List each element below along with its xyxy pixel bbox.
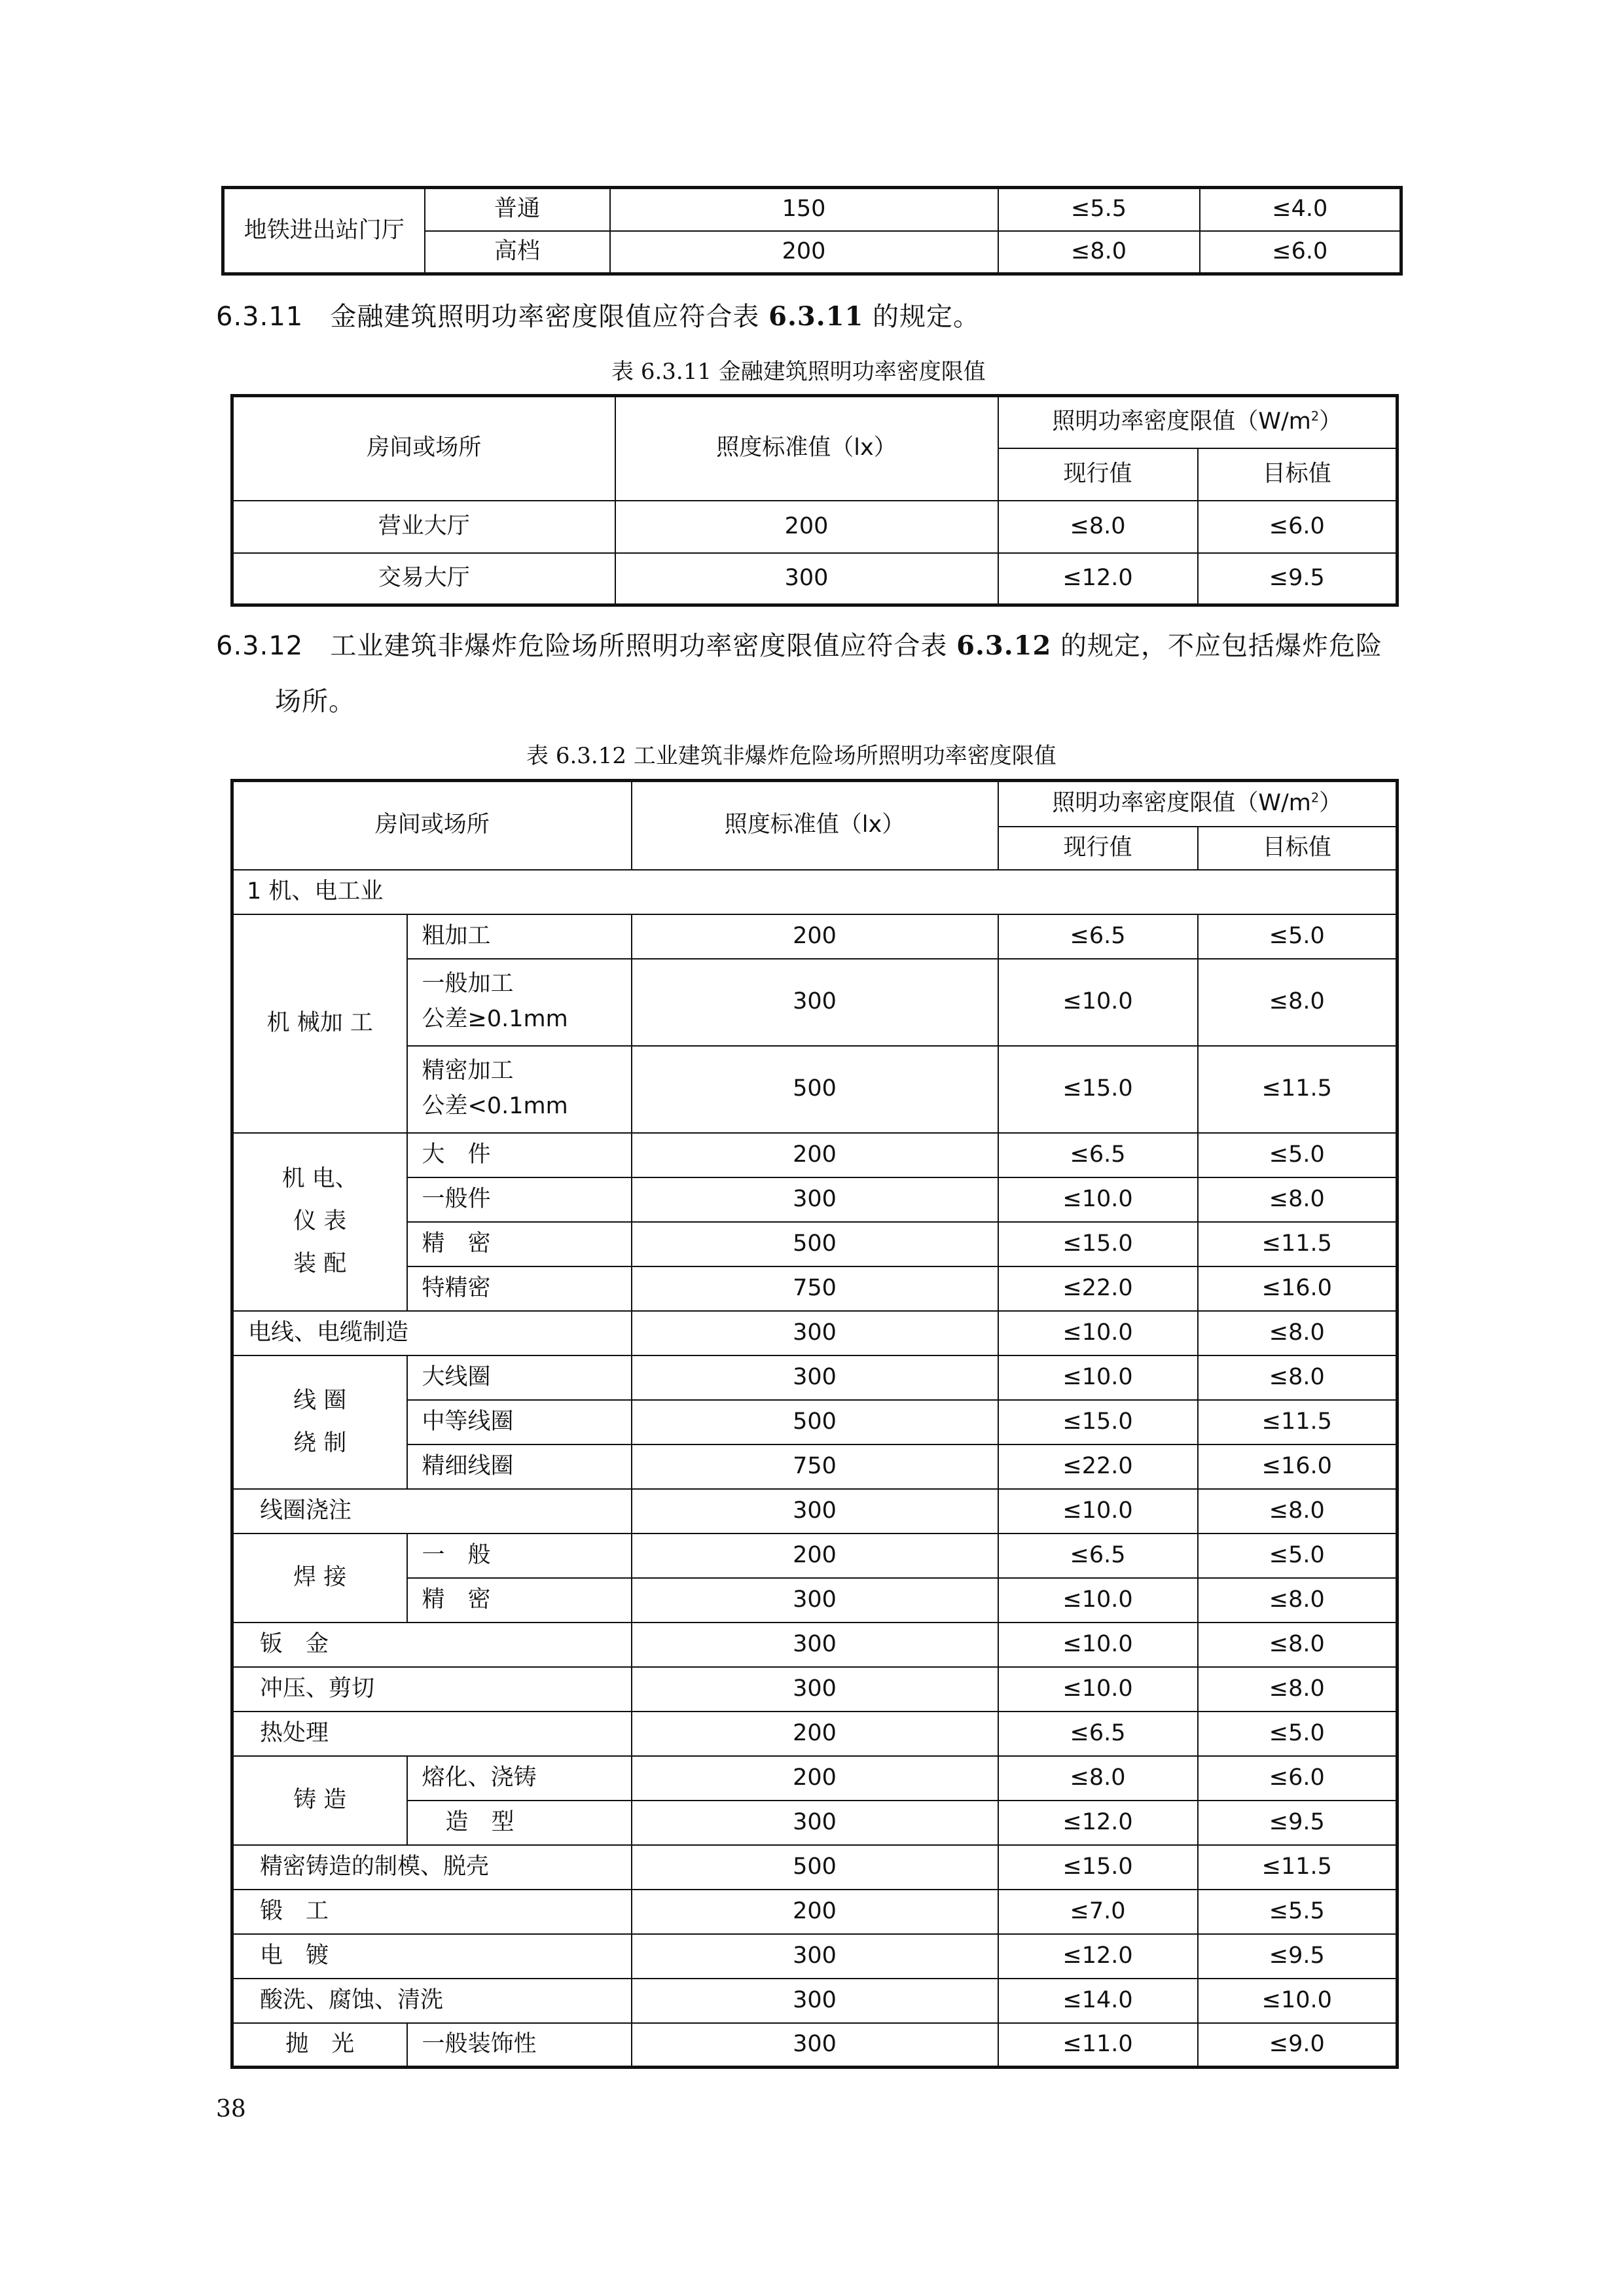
target-value: ≤11.5	[1198, 1845, 1398, 1890]
table-row	[232, 1266, 1398, 1311]
current-value: ≤8.0	[998, 1756, 1198, 1801]
table-caption	[526, 738, 1056, 770]
clause-text-end: 的规定。	[873, 302, 981, 332]
current-value: ≤8.0	[998, 501, 1198, 553]
lux-value: 200	[632, 1133, 998, 1177]
current-value: ≤15.0	[998, 1222, 1198, 1266]
group-label: 抛 光	[232, 2023, 407, 2068]
table-row	[232, 1801, 1398, 1845]
sub-label: 高档	[425, 231, 610, 274]
lux-value: 300	[632, 1355, 998, 1400]
target-value: ≤9.5	[1198, 1934, 1398, 1979]
target-value: ≤8.0	[1198, 1355, 1398, 1400]
header-current: 现行值	[998, 448, 1198, 501]
header-room: 房间或场所	[232, 781, 632, 870]
table-caption	[611, 353, 986, 386]
current-value: ≤15.0	[998, 1845, 1198, 1890]
room-name: 锻 工	[232, 1890, 632, 1934]
target-value: ≤5.0	[1198, 914, 1398, 959]
target-value: ≤5.5	[1198, 1890, 1398, 1934]
table-6-3-12	[230, 779, 1399, 2069]
target-value: ≤8.0	[1198, 1177, 1398, 1222]
sub-label: 一 般	[407, 1534, 632, 1578]
sub-label: 特精密	[407, 1266, 632, 1311]
sub-label: 精 密	[407, 1578, 632, 1623]
group-label: 铸 造	[232, 1756, 407, 1845]
lux-value: 200	[632, 1712, 998, 1756]
current-value: ≤10.0	[998, 1311, 1198, 1355]
page-number: 38	[216, 2096, 246, 2123]
lux-value: 300	[632, 2023, 998, 2068]
sub-label: 中等线圈	[407, 1400, 632, 1444]
table-6-3-11	[230, 394, 1399, 607]
current-value: ≤7.0	[998, 1890, 1198, 1934]
current-value: ≤22.0	[998, 1444, 1198, 1489]
table-ref: 6.3.11	[768, 301, 864, 332]
table-row	[232, 1712, 1398, 1756]
header-target: 目标值	[1198, 448, 1398, 501]
clause-text-end: 的规定，不应包括爆炸危险	[1060, 631, 1383, 661]
lux-value: 150	[610, 188, 998, 231]
current-value: ≤14.0	[998, 1979, 1198, 2023]
group-label-line: 绕 制	[293, 1429, 347, 1456]
sub-label-line2: 公差≥0.1mm	[422, 1006, 568, 1032]
header-room: 房间或场所	[232, 396, 615, 501]
header-lpd	[998, 396, 1398, 448]
lux-value: 300	[632, 1623, 998, 1667]
sub-label: 精 密	[407, 1222, 632, 1266]
clause-6-3-12	[216, 625, 1382, 662]
header-lpd	[998, 781, 1398, 827]
table-row	[223, 188, 1401, 231]
target-value: ≤5.0	[1198, 1133, 1398, 1177]
lux-value: 300	[632, 959, 998, 1046]
sub-label: 大线圈	[407, 1355, 632, 1400]
section-heading: 1 机、电工业	[232, 870, 1398, 914]
header-lpd-text: 照明功率密度限值（W/m	[1052, 408, 1311, 435]
room-name: 钣 金	[232, 1623, 632, 1667]
table-row	[232, 1489, 1398, 1534]
target-value: ≤8.0	[1198, 1311, 1398, 1355]
sub-label: 一般装饰性	[407, 2023, 632, 2068]
current-value: ≤11.0	[998, 2023, 1198, 2068]
current-value: ≤10.0	[998, 1667, 1198, 1712]
table-row	[232, 1845, 1398, 1890]
target-value: ≤11.5	[1198, 1400, 1398, 1444]
current-value: ≤12.0	[998, 1801, 1198, 1845]
room-name: 电 镀	[232, 1934, 632, 1979]
lux-value: 300	[632, 1311, 998, 1355]
lux-value: 300	[632, 1177, 998, 1222]
group-label: 地铁进出站门厅	[223, 188, 425, 274]
table-row	[232, 1222, 1398, 1266]
lux-value: 200	[615, 501, 998, 553]
header-lpd-close: ）	[1319, 408, 1343, 435]
table-row	[232, 1623, 1398, 1667]
target-value: ≤8.0	[1198, 959, 1398, 1046]
lux-value: 300	[632, 1578, 998, 1623]
subway-table	[221, 186, 1403, 276]
target-value: ≤6.0	[1198, 501, 1398, 553]
target-value: ≤10.0	[1198, 1979, 1398, 2023]
lux-value: 300	[632, 1801, 998, 1845]
lux-value: 750	[632, 1444, 998, 1489]
table-row	[232, 1444, 1398, 1489]
clause-text: 金融建筑照明功率密度限值应符合表	[330, 302, 760, 332]
current-value: ≤10.0	[998, 1355, 1198, 1400]
table-row	[232, 2023, 1398, 2068]
table-row	[232, 1578, 1398, 1623]
table-row	[232, 1177, 1398, 1222]
target-value: ≤6.0	[1200, 231, 1401, 274]
caption-number: 6.3.11	[640, 359, 712, 385]
header-current: 现行值	[998, 827, 1198, 870]
sub-label-line1: 一般加工	[422, 971, 514, 997]
lux-value: 300	[632, 1489, 998, 1534]
current-value: ≤15.0	[998, 1046, 1198, 1133]
target-value: ≤8.0	[1198, 1623, 1398, 1667]
room-name: 酸洗、腐蚀、清洗	[232, 1979, 632, 2023]
current-value: ≤12.0	[998, 553, 1198, 605]
current-value: ≤22.0	[998, 1266, 1198, 1311]
target-value: ≤8.0	[1198, 1578, 1398, 1623]
target-value: ≤4.0	[1200, 188, 1401, 231]
current-value: ≤15.0	[998, 1400, 1198, 1444]
table-row	[232, 501, 1398, 553]
room-name: 冲压、剪切	[232, 1667, 632, 1712]
room-name: 交易大厅	[232, 553, 615, 605]
lux-value: 750	[632, 1266, 998, 1311]
clause-6-3-12-line2: 场所。	[275, 687, 355, 717]
table-row	[232, 1133, 1398, 1177]
table-row	[232, 1355, 1398, 1400]
table-row	[232, 1890, 1398, 1934]
current-value: ≤10.0	[998, 959, 1198, 1046]
clause-number: 6.3.11	[216, 302, 304, 332]
caption-prefix: 表	[611, 359, 634, 385]
sub-label: 一般件	[407, 1177, 632, 1222]
target-value: ≤8.0	[1198, 1489, 1398, 1534]
header-lpd-close: ）	[1319, 790, 1343, 817]
current-value: ≤5.5	[998, 188, 1200, 231]
group-label: 机 械加 工	[232, 914, 407, 1133]
group-label	[232, 1355, 407, 1489]
sub-label: 普通	[425, 188, 610, 231]
clause-number: 6.3.12	[216, 631, 304, 661]
target-value: ≤6.0	[1198, 1756, 1398, 1801]
target-value: ≤11.5	[1198, 1046, 1398, 1133]
header-lux: 照度标准值（lx）	[615, 396, 998, 501]
table-row	[232, 1311, 1398, 1355]
group-label-line: 线 圈	[293, 1387, 347, 1414]
target-value: ≤9.0	[1198, 2023, 1398, 2068]
current-value: ≤6.5	[998, 1712, 1198, 1756]
caption-title: 工业建筑非爆炸危险场所照明功率密度限值	[633, 743, 1056, 769]
lux-value: 200	[610, 231, 998, 274]
sub-label	[407, 1046, 632, 1133]
group-label-line: 机 电、	[281, 1166, 358, 1193]
current-value: ≤12.0	[998, 1934, 1198, 1979]
table-row	[232, 1756, 1398, 1801]
lux-value: 500	[632, 1222, 998, 1266]
sub-label	[407, 959, 632, 1046]
clause-text: 工业建筑非爆炸危险场所照明功率密度限值应符合表	[330, 631, 948, 661]
room-name: 线圈浇注	[232, 1489, 632, 1534]
target-value: ≤16.0	[1198, 1444, 1398, 1489]
caption-title: 金融建筑照明功率密度限值	[718, 359, 986, 385]
table-row	[232, 1046, 1398, 1133]
lux-value: 300	[632, 1667, 998, 1712]
table-row	[232, 914, 1398, 959]
table-row	[232, 1979, 1398, 2023]
header-lux: 照度标准值（lx）	[632, 781, 998, 870]
sub-label: 粗加工	[407, 914, 632, 959]
group-label: 焊 接	[232, 1534, 407, 1623]
target-value: ≤5.0	[1198, 1534, 1398, 1578]
unit-superscript: 2	[1310, 790, 1320, 806]
lux-value: 300	[632, 1979, 998, 2023]
current-value: ≤10.0	[998, 1177, 1198, 1222]
target-value: ≤9.5	[1198, 1801, 1398, 1845]
header-target: 目标值	[1198, 827, 1398, 870]
table-row	[232, 1667, 1398, 1712]
table-row	[232, 959, 1398, 1046]
lux-value: 500	[632, 1845, 998, 1890]
table-row	[232, 1934, 1398, 1979]
current-value: ≤10.0	[998, 1489, 1198, 1534]
table-ref: 6.3.12	[956, 630, 1052, 661]
caption-number: 6.3.12	[555, 743, 626, 769]
room-name: 热处理	[232, 1712, 632, 1756]
sub-label: 大 件	[407, 1133, 632, 1177]
header-lpd-text: 照明功率密度限值（W/m	[1052, 790, 1311, 817]
sub-label-line1: 精密加工	[422, 1058, 514, 1085]
table-row	[232, 1400, 1398, 1444]
clause-6-3-11	[216, 296, 980, 333]
lux-value: 300	[615, 553, 998, 605]
current-value: ≤6.5	[998, 1534, 1198, 1578]
room-name: 电线、电缆制造	[232, 1311, 632, 1355]
target-value: ≤11.5	[1198, 1222, 1398, 1266]
caption-prefix: 表	[526, 743, 549, 769]
sub-label: 造 型	[407, 1801, 632, 1845]
group-label	[232, 1133, 407, 1311]
lux-value: 500	[632, 1400, 998, 1444]
sub-label: 精细线圈	[407, 1444, 632, 1489]
room-name: 营业大厅	[232, 501, 615, 553]
current-value: ≤6.5	[998, 914, 1198, 959]
lux-value: 300	[632, 1934, 998, 1979]
target-value: ≤9.5	[1198, 553, 1398, 605]
target-value: ≤16.0	[1198, 1266, 1398, 1311]
lux-value: 200	[632, 1756, 998, 1801]
group-label-line: 装 配	[293, 1250, 347, 1277]
lux-value: 200	[632, 1890, 998, 1934]
current-value: ≤10.0	[998, 1578, 1198, 1623]
lux-value: 500	[632, 1046, 998, 1133]
table-row	[232, 1534, 1398, 1578]
group-label-line: 仪 表	[293, 1208, 347, 1235]
target-value: ≤8.0	[1198, 1667, 1398, 1712]
table-row	[232, 553, 1398, 605]
room-name: 精密铸造的制模、脱壳	[232, 1845, 632, 1890]
current-value: ≤8.0	[998, 231, 1200, 274]
sub-label-line2: 公差<0.1mm	[422, 1093, 568, 1119]
current-value: ≤6.5	[998, 1133, 1198, 1177]
unit-superscript: 2	[1310, 408, 1320, 424]
lux-value: 200	[632, 1534, 998, 1578]
lux-value: 200	[632, 914, 998, 959]
target-value: ≤5.0	[1198, 1712, 1398, 1756]
current-value: ≤10.0	[998, 1623, 1198, 1667]
sub-label: 熔化、浇铸	[407, 1756, 632, 1801]
